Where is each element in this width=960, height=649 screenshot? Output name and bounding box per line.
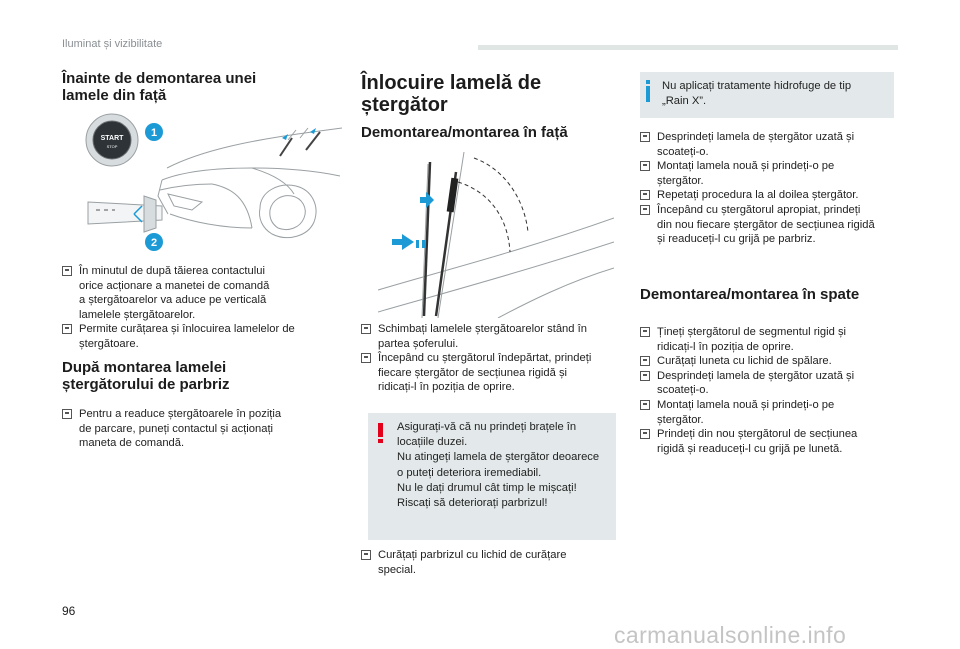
list-item: Permite curățarea și înlocuirea lamelelor de ștergătoare. (62, 322, 352, 351)
warning-text: Asigurați-vă că nu prindeți brațele în locațiile duzei. Nu atingeți lamela de ștergător deoarece o puteți deteriora iremediabil. Nu le dați drumul cât timp le mișcați! Riscați să deteriorați parbrizul! (397, 421, 600, 510)
bullet-icon (361, 550, 371, 560)
list-item: Prindeți din nou ștergătorul de secțiunea rigidă și readuceți-l cu grijă pe lunetă. (640, 427, 902, 456)
bullet-icon (361, 324, 371, 334)
list-item: Curățați luneta cu lichid de spălare. (640, 354, 902, 369)
list-item: Țineți ștergătorul de segmentul rigid și ridicați-l în poziția de oprire. (640, 325, 902, 354)
bullet-icon (640, 327, 650, 337)
left-title-2-line: După montarea lamelei (62, 359, 227, 376)
left-title-2 (62, 359, 230, 393)
list-item: Schimbați lamelele ștergătoarelor stând în partea șoferului. (361, 322, 619, 351)
left-title-2-line: ștergătorului de parbriz (62, 376, 230, 393)
page-number: 96 (62, 604, 76, 618)
main-title (361, 72, 541, 116)
watermark: carmanualsonline.info (614, 622, 847, 648)
wiper-stalk (88, 196, 162, 232)
bullet-icon (640, 356, 650, 366)
warning-icon (378, 423, 383, 443)
section-header: Iluminat și vizibilitate (62, 38, 163, 50)
callout-2-label: 2 (150, 237, 158, 249)
car-outline (158, 128, 342, 238)
list-item: Montați lamela nouă și prindeți-o pe ștergător. (640, 398, 902, 427)
info-text: Nu aplicați tratamente hidrofuge de tip „Rain X”. (662, 80, 852, 107)
list-item: Începând cu ștergătorul apropiat, prindeți din nou fiecare ștergător de secțiunea rigidă și readuceți-l cu grijă pe parbriz. (640, 203, 902, 247)
list-item: În minutul de după tăierea contactului orice acționare a manetei de comandă a ștergătoarelor va aduce pe verticală lamelele ștergătoarelor. (62, 264, 352, 322)
rear-subtitle: Demontarea/montarea în spate (640, 286, 860, 303)
list-item: Curățați parbrizul cu lichid de curățare special. (361, 548, 619, 577)
list-item: Desprindeți lamela de ștergător uzată și scoateți-o. (640, 369, 902, 398)
main-title-line: Înlocuire lamelă de (361, 72, 542, 94)
bullet-icon (361, 353, 371, 363)
start-label: START (100, 135, 124, 142)
right-bullet-list (640, 130, 902, 247)
bullet-icon (640, 371, 650, 381)
list-item: Desprindeți lamela de ștergător uzată și scoateți-o. (640, 130, 902, 159)
bullet-icon (640, 205, 650, 215)
bullet-icon (640, 132, 650, 142)
info-box (640, 72, 894, 118)
header-bar (478, 45, 898, 50)
list-item: Pentru a readuce ștergătoarele în poziția de parcare, puneți contactul și acționați maneta de comandă. (62, 407, 352, 451)
left-title-line: lamele din față (62, 87, 167, 104)
middle-bullet-list (361, 322, 619, 395)
bullet-icon (62, 409, 72, 419)
windshield-outline (378, 152, 614, 318)
bullet-icon (640, 161, 650, 171)
bullet-icon (640, 190, 650, 200)
front-subtitle: Demontarea/montarea în față (361, 124, 568, 141)
right-bullet-list-2 (640, 325, 902, 456)
list-item: Montați lamela nouă și prindeți-o pe ștergător. (640, 159, 902, 188)
left-bullet-list (62, 264, 352, 352)
main-title-line: ștergător (361, 94, 448, 116)
start-stop-illustration (82, 110, 344, 252)
warning-box (368, 413, 616, 540)
list-item: Începând cu ștergătorul îndepărtat, prindeți fiecare ștergător de secțiunea rigidă și ridicați-l în poziția de oprire. (361, 351, 619, 395)
list-item: Repetați procedura la al doilea ștergător. (640, 188, 902, 203)
front-wiper-illustration (378, 152, 614, 318)
bullet-icon (640, 429, 650, 439)
left-title (62, 70, 256, 104)
middle-bullet-list-2 (361, 548, 619, 577)
stop-label: STOP (106, 144, 118, 149)
motion-arc (474, 158, 528, 232)
left-title-line: Înainte de demontarea unei (62, 70, 257, 87)
wiper-blade-rigid-section (447, 178, 459, 213)
left-bullet-list-2 (62, 407, 352, 451)
motion-arc (458, 182, 510, 252)
bullet-icon (62, 324, 72, 334)
bullet-icon (62, 266, 72, 276)
callout-1-label: 1 (150, 127, 158, 139)
info-icon (646, 80, 650, 102)
bullet-icon (640, 400, 650, 410)
